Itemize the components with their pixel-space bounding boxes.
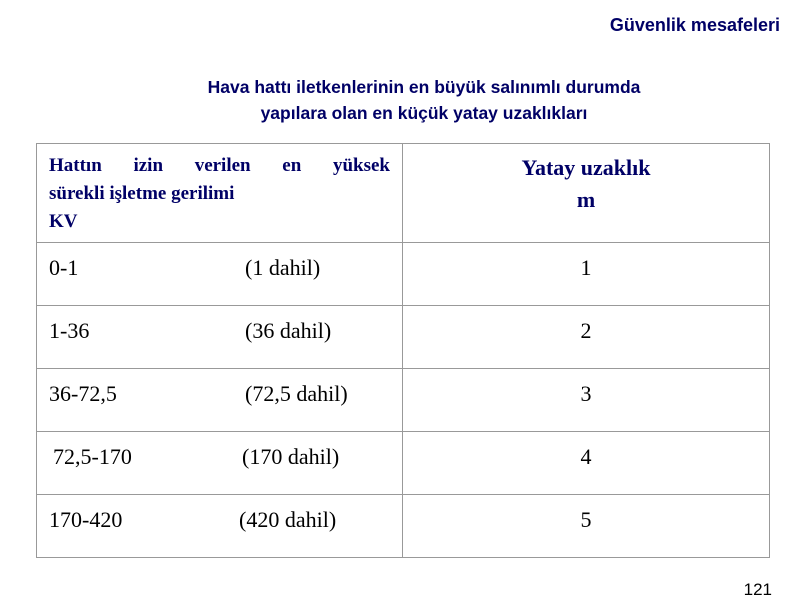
header-distance-cell	[403, 144, 770, 243]
table-row	[37, 432, 770, 495]
table-row	[37, 306, 770, 369]
voltage-inclusive: (1 dahil)	[245, 255, 321, 280]
table-caption-line-2: yapılara olan en küçük yatay uzaklıkları	[260, 103, 588, 123]
distance-value: 1	[403, 243, 770, 306]
slide-title: Güvenlik mesafeleri	[609, 15, 780, 35]
voltage-range-cell	[37, 369, 403, 432]
header-distance-label: Yatay uzaklık	[521, 155, 651, 180]
distance-value: 3	[403, 369, 770, 432]
distance-value: 5	[403, 495, 770, 558]
table-row	[37, 495, 770, 558]
safety-distance-table	[36, 143, 770, 558]
voltage-range-cell	[37, 432, 403, 495]
voltage-range: 36-72,5	[49, 381, 117, 406]
distance-value: 2	[403, 306, 770, 369]
distance-value: 4	[403, 432, 770, 495]
header-voltage-line-1: Hattın izin verilen en yüksek	[49, 155, 390, 176]
voltage-range: 170-420	[49, 507, 123, 532]
table-row	[37, 369, 770, 432]
header-voltage-cell	[37, 144, 403, 243]
voltage-range-cell	[37, 495, 403, 558]
header-voltage-unit: KV	[49, 211, 78, 232]
voltage-inclusive: (420 dahil)	[239, 507, 337, 532]
voltage-inclusive: (36 dahil)	[245, 318, 332, 343]
voltage-range: 1-36	[49, 318, 90, 343]
voltage-range: 72,5-170	[53, 444, 132, 469]
table-caption	[0, 74, 800, 126]
header-voltage-line-2: sürekli işletme gerilimi	[49, 183, 235, 204]
voltage-range-cell	[37, 243, 403, 306]
voltage-inclusive: (170 dahil)	[242, 444, 340, 469]
voltage-range: 0-1	[49, 255, 79, 280]
header-distance-unit: m	[576, 187, 596, 212]
table-header-row	[37, 144, 770, 243]
voltage-range-cell	[37, 306, 403, 369]
table-caption-line-1: Hava hattı iletkenlerinin en büyük salınımlı durumda	[207, 77, 641, 97]
page-number: 121	[743, 580, 772, 599]
voltage-inclusive: (72,5 dahil)	[245, 381, 348, 406]
table-row	[37, 243, 770, 306]
